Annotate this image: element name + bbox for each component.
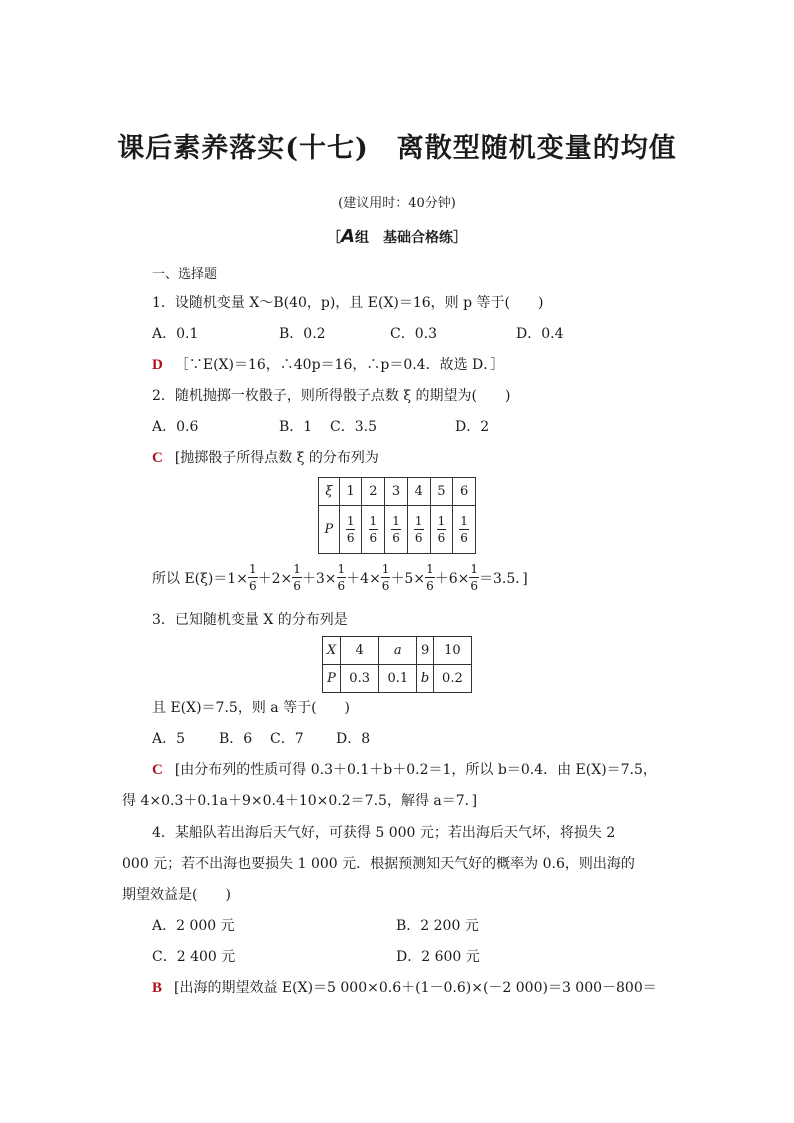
q3-head-p: P	[323, 665, 341, 693]
q2-head-p: P	[319, 506, 340, 554]
frac-den: 6	[381, 579, 390, 593]
q2-p-cell	[385, 506, 408, 554]
q2-x-cell: 5	[430, 478, 453, 506]
frac-den: 6	[414, 531, 423, 545]
q3-analysis-line1: [由分布列的性质可得 0.3＋0.1＋b＋0.2＝1，所以 b＝0.4．由 E(X)＝7.5，	[174, 762, 657, 778]
q4-option-b: B．2 200 元	[396, 918, 479, 934]
q3-condition: 且 E(X)＝7.5，则 a 等于( )	[152, 700, 350, 716]
frac-num: 1	[437, 514, 446, 528]
q3-option-a: A．5	[152, 731, 186, 747]
group-letter: A	[341, 226, 355, 247]
q3-answer-line	[152, 759, 657, 779]
q3-answer: C	[152, 762, 163, 778]
q1-option-a: A．0.1	[152, 326, 199, 342]
q2-conclusion-term: ＋4×	[346, 570, 381, 587]
q3-x-cell: a	[379, 637, 417, 665]
frac-den: 6	[437, 531, 446, 545]
page-title: 课后素养落实(十七) 离散型随机变量的均值	[117, 133, 677, 164]
frac-den: 6	[369, 531, 378, 545]
q2-x-cell: 4	[407, 478, 430, 506]
q3-p-cell: b	[417, 665, 433, 693]
q3-x-cell: 10	[433, 637, 471, 665]
q2-option-d: D．2	[455, 419, 490, 435]
q3-stem: 3．已知随机变量 X 的分布列是	[152, 612, 348, 628]
time-hint: (建议用时：40分钟)	[338, 196, 456, 211]
q2-value-row	[319, 478, 476, 506]
frac-num: 1	[392, 514, 400, 528]
q4-stem-line3: 期望效益是( )	[122, 887, 231, 903]
q3-head-x: X	[323, 637, 341, 665]
q1-option-d: D．0.4	[516, 326, 564, 342]
q1-analysis: ［∵E(X)＝16，∴40p＝16，∴p＝0.4．故选 D．］	[174, 357, 505, 373]
q4-stem-line1: 4．某船队若出海后天气好，可获得 5 000 元；若出海后天气坏，将损失 2	[152, 825, 616, 841]
q3-value-row	[323, 637, 472, 665]
q4-option-c: C．2 400 元	[152, 949, 236, 965]
frac-num: 1	[369, 514, 378, 528]
q4-option-d: D．2 600 元	[396, 949, 480, 965]
q2-conclusion-prefix: 所以 E(ξ)＝1×	[152, 570, 248, 587]
frac-num: 1	[426, 562, 434, 576]
q2-p-cell	[407, 506, 430, 554]
q2-conclusion	[152, 563, 528, 592]
q2-answer: C	[152, 450, 163, 466]
q2-x-cell: 3	[385, 478, 408, 506]
frac-den: 6	[392, 531, 400, 545]
q2-answer-line	[152, 447, 379, 467]
q3-x-cell: 9	[417, 637, 433, 665]
frac-den: 6	[293, 579, 301, 593]
q2-analysis: [抛掷骰子所得点数 ξ 的分布列为	[174, 450, 379, 466]
frac-num: 1	[460, 514, 468, 528]
frac-num: 1	[381, 562, 390, 576]
group-header	[0, 226, 794, 247]
q3-p-cell: 0.2	[433, 665, 471, 693]
q2-p-cell	[430, 506, 453, 554]
q2-stem: 2．随机抛掷一枚骰子，则所得骰子点数 ξ 的期望为( )	[152, 388, 511, 404]
q2-x-cell: 2	[362, 478, 385, 506]
q1-stem: 1．设随机变量 X～B(40，p)，且 E(X)＝16，则 p 等于( )	[152, 295, 544, 311]
q4-option-a: A．2 000 元	[152, 918, 235, 934]
section-heading: 一、选择题	[152, 267, 218, 282]
q3-p-cell: 0.3	[341, 665, 379, 693]
q3-p-cell: 0.1	[379, 665, 417, 693]
q2-conclusion-term: ＋3×	[301, 570, 337, 587]
q4-answer: B	[152, 980, 163, 996]
q3-x-cell: 4	[341, 637, 379, 665]
bracket-left: ［	[327, 230, 342, 246]
q1-answer-line	[152, 354, 504, 374]
q2-distribution-table	[318, 477, 476, 554]
q3-option-d: D．8	[336, 731, 371, 747]
q2-x-cell: 6	[453, 478, 476, 506]
frac-num: 1	[293, 562, 301, 576]
q3-option-c: C．7	[270, 731, 304, 747]
q2-option-c: C．3.5	[330, 419, 377, 435]
q2-option-a: A．0.6	[152, 419, 199, 435]
q2-conclusion-term: ＋6×	[434, 570, 470, 587]
q2-x-cell: 1	[339, 478, 362, 506]
frac-den: 6	[248, 579, 257, 593]
frac-den: 6	[426, 579, 434, 593]
q2-p-cell	[339, 506, 362, 554]
q2-p-cell	[453, 506, 476, 554]
q3-prob-row	[323, 665, 472, 693]
q4-analysis: [出海的期望效益 E(X)＝5 000×0.6＋(1－0.6)×(－2 000)＝3 000－800＝	[174, 980, 657, 996]
bracket-right: ］	[452, 230, 467, 246]
q2-head-x: ξ	[319, 478, 340, 506]
q2-conclusion-term: ＋5×	[390, 570, 426, 587]
frac-num: 1	[470, 562, 478, 576]
frac-den: 6	[346, 531, 355, 545]
frac-num: 1	[346, 514, 355, 528]
frac-den: 6	[470, 579, 478, 593]
q1-option-c: C．0.3	[390, 326, 437, 342]
q4-answer-line	[152, 977, 657, 997]
q2-p-cell	[362, 506, 385, 554]
q3-distribution-table	[322, 636, 472, 693]
q3-option-b: B．6	[219, 731, 253, 747]
q1-answer: D	[152, 357, 163, 373]
q2-conclusion-term: ＋2×	[257, 570, 293, 587]
group-label: 组 基础合格练	[354, 230, 453, 246]
frac-den: 6	[337, 579, 346, 593]
q4-stem-line2: 000 元；若不出海也要损失 1 000 元．根据预测知天气好的概率为 0.6，则出海的	[122, 856, 635, 872]
frac-num: 1	[337, 562, 346, 576]
frac-den: 6	[460, 531, 468, 545]
q2-conclusion-suffix: ＝3.5．]	[479, 570, 528, 587]
frac-num: 1	[248, 562, 257, 576]
q1-option-b: B．0.2	[279, 326, 326, 342]
q3-analysis-line2: 得 4×0.3＋0.1a＋9×0.4＋10×0.2＝7.5，解得 a＝7．]	[122, 793, 478, 809]
q2-option-b: B．1	[279, 419, 313, 435]
q2-prob-row	[319, 506, 476, 554]
frac-num: 1	[414, 514, 423, 528]
